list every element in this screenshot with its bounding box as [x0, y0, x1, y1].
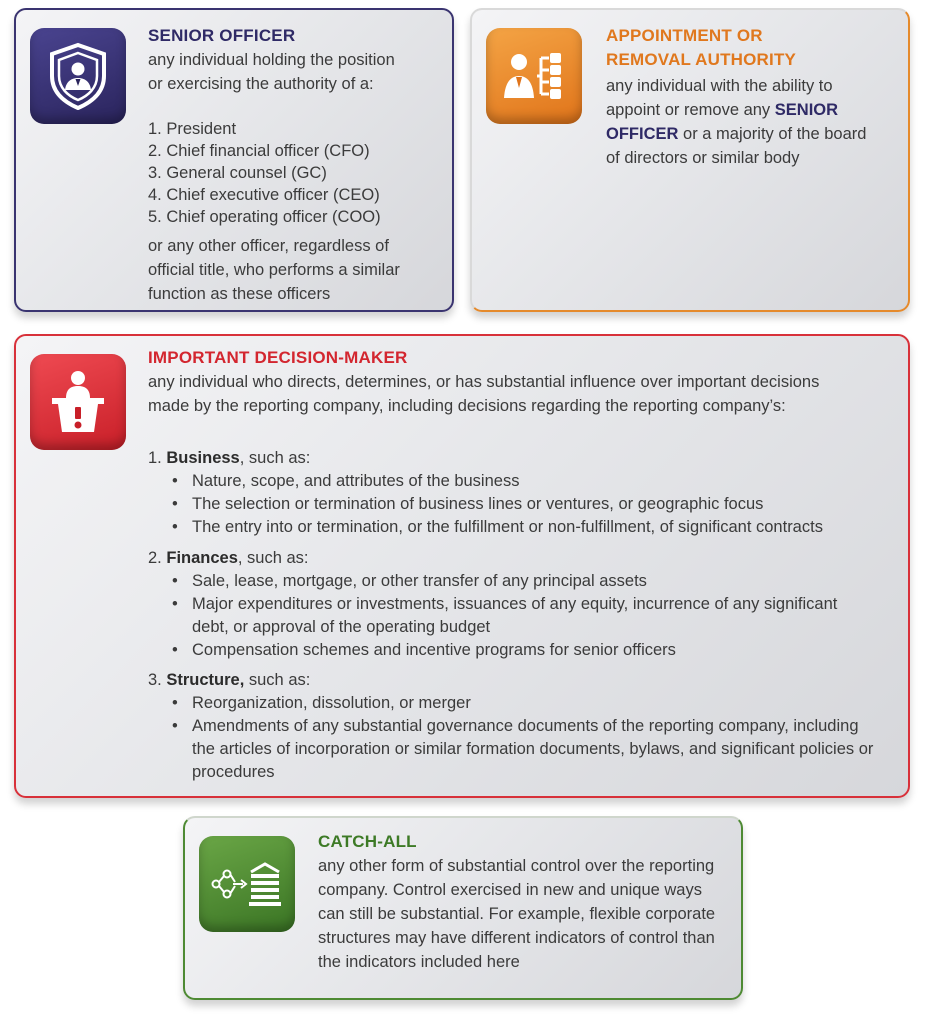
finances-list: [148, 570, 848, 662]
list-item: 1. President: [148, 120, 237, 138]
business-heading: 1. Business, such as:: [148, 449, 311, 467]
list-item: 2. Chief financial officer (CFO): [148, 142, 370, 160]
shield-person-icon: [30, 28, 126, 124]
appointment-authority-card: [470, 8, 910, 312]
list-item: 3. General counsel (GC): [148, 164, 327, 182]
list-item: • The entry into or termination, or the fulfillment or non-fulfillment, of significant contracts: [172, 516, 898, 539]
list-item: 5. Chief operating officer (COO): [148, 208, 381, 226]
senior-officer-card: [14, 8, 454, 312]
senior-officer-intro: any individual holding the position or exercising the authority of a:: [148, 51, 395, 93]
network-building-icon: [199, 836, 295, 932]
list-item: • Major expenditures or investments, issuances of any equity, incurrence of any significant debt, or approval of the operating budget: [172, 593, 848, 639]
decision-maker-title: IMPORTANT DECISION-MAKER: [148, 348, 408, 367]
appointment-authority-text: [606, 74, 874, 170]
appointment-text-before: any individual with the ability to appoint or remove any: [606, 77, 833, 119]
list-item: • Compensation schemes and incentive programs for senior officers: [172, 639, 848, 662]
important-decision-maker-card: [14, 334, 910, 798]
list-item: • Sale, lease, mortgage, or other transfer of any principal assets: [172, 570, 848, 593]
list-item: • The selection or termination of business lines or ventures, or geographic focus: [172, 493, 898, 516]
business-list: [148, 470, 898, 539]
structure-section: [148, 668, 878, 784]
org-chart-person-icon: [486, 28, 582, 124]
structure-list: [148, 692, 878, 784]
senior-officer-roles: [148, 118, 448, 228]
appointment-authority-title: APPOINTMENT OR REMOVAL AUTHORITY: [606, 26, 797, 69]
catch-all-card: [183, 816, 743, 1000]
senior-officer-outro: or any other officer, regardless of official title, who performs a similar function as these officers: [148, 237, 400, 303]
catch-all-text: any other form of substantial control over the reporting company. Control exercised in new and unique ways can still be substantial. For example, flexible corporate structures may have different indicators of control than the indicators included here: [318, 857, 716, 971]
senior-officer-emphasis: SENIOR OFFICER: [606, 101, 839, 143]
senior-officer-title: SENIOR OFFICER: [148, 26, 296, 45]
finances-section: [148, 546, 848, 662]
structure-heading: 3. Structure, such as:: [148, 671, 311, 689]
podium-speaker-icon: [30, 354, 126, 450]
decision-maker-intro: any individual who directs, determines, or has substantial influence over important decisions made by the reporting company, including decisions regarding the reporting company’s:: [148, 373, 820, 415]
list-item: 4. Chief executive officer (CEO): [148, 186, 380, 204]
business-section: [148, 446, 898, 539]
list-item: • Nature, scope, and attributes of the business: [172, 470, 898, 493]
list-item: • Amendments of any substantial governance documents of the reporting company, including the articles of incorporation or similar formation documents, bylaws, and significant policies or procedures: [172, 715, 878, 784]
appointment-text-after: or a majority of the board of directors or similar body: [606, 125, 867, 167]
catch-all-title: CATCH-ALL: [318, 832, 417, 851]
finances-heading: 2. Finances, such as:: [148, 549, 309, 567]
list-item: • Reorganization, dissolution, or merger: [172, 692, 878, 715]
